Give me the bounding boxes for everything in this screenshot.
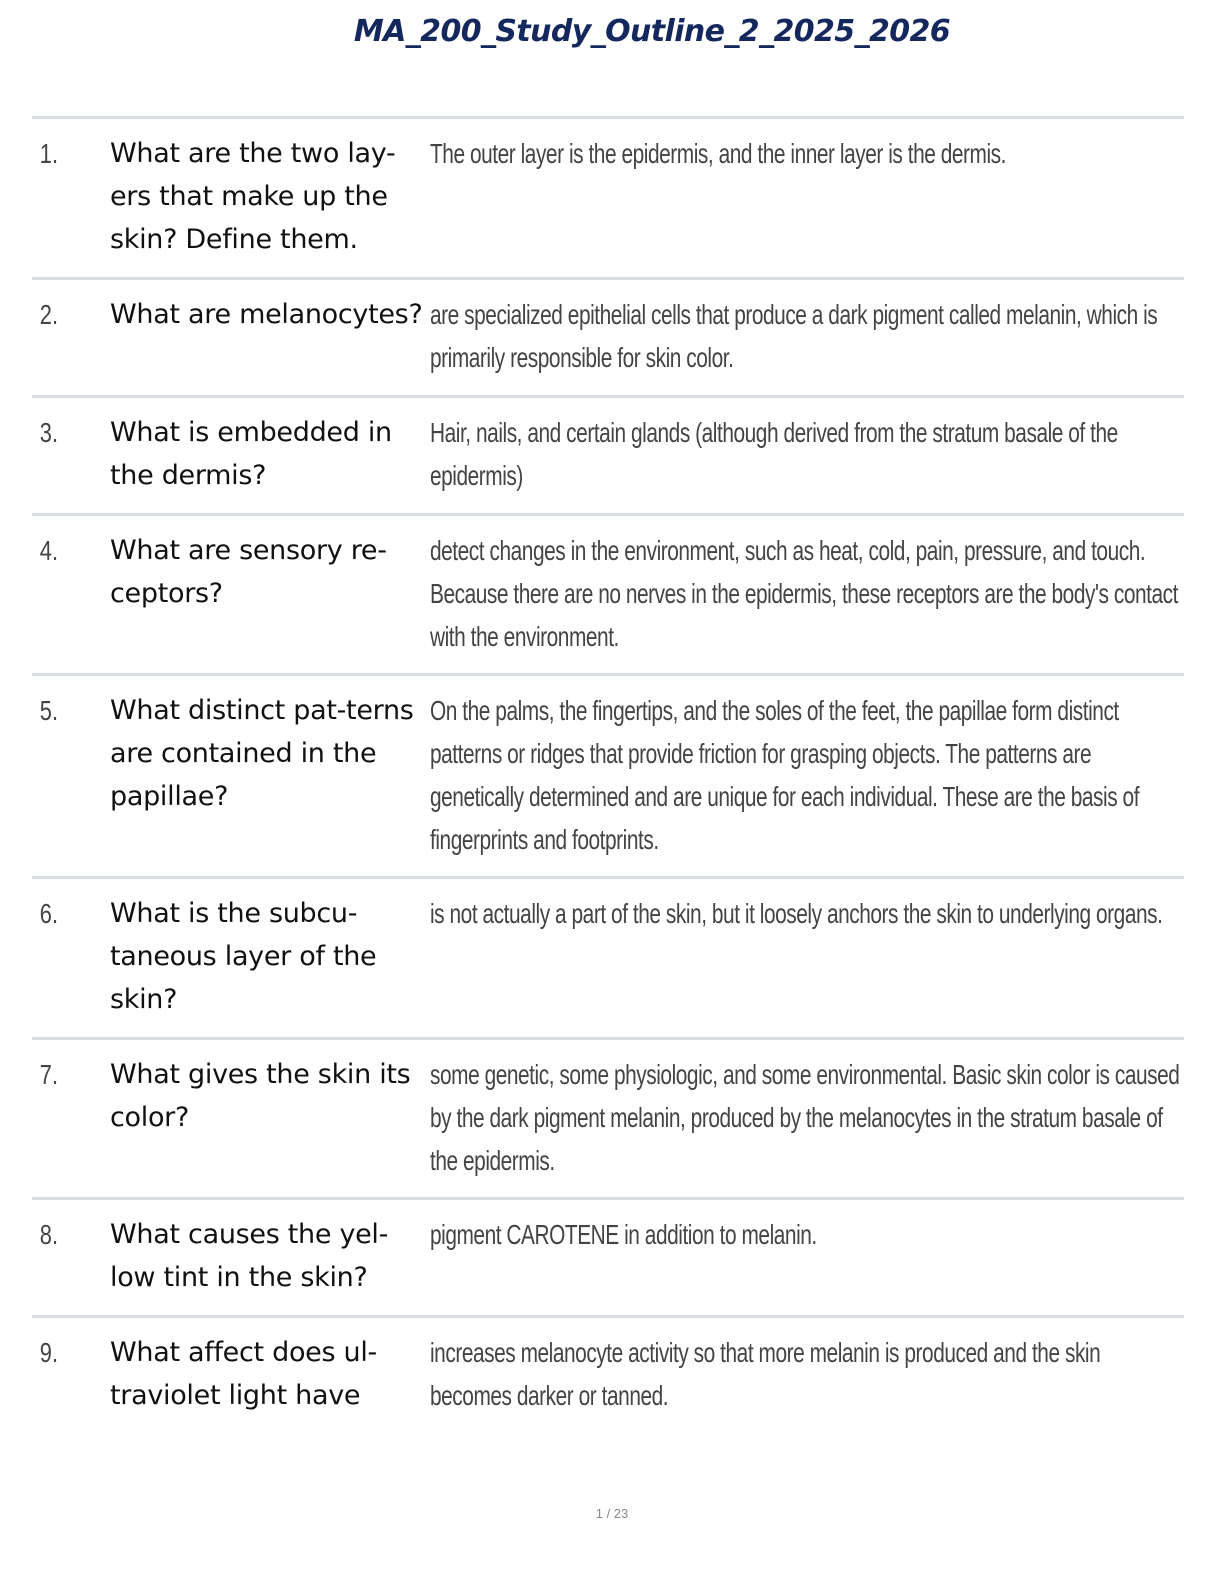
page-indicator: 1 / 23	[595, 1506, 629, 1521]
answer-cell	[430, 293, 1184, 395]
qa-row	[32, 513, 1184, 673]
question-text: What affect does ul-traviolet light have	[110, 1337, 377, 1411]
question-number: 8.	[39, 1219, 59, 1250]
answer-cell	[430, 1331, 1184, 1425]
qa-row	[32, 1197, 1184, 1315]
answer-cell	[430, 1053, 1184, 1197]
answer-text: is not actually a part of the skin, but it loosely anchors the skin to underlying organs.	[430, 898, 1163, 929]
document-title: MA_200_Study_Outline_2_2025_2026	[353, 14, 951, 49]
question-number: 4.	[39, 535, 59, 566]
answer-cell	[430, 132, 1184, 277]
question-text: What distinct pat-terns are contained in the papillae?	[110, 695, 414, 812]
question-number: 1.	[39, 138, 59, 169]
qa-row	[32, 673, 1184, 876]
qa-row	[32, 1037, 1184, 1197]
question-number: 9.	[39, 1337, 59, 1368]
answer-text: are specialized epithelial cells that produce a dark pigment called melanin, which is primarily responsible for skin color.	[430, 299, 1158, 373]
answer-text: detect changes in the environment, such as heat, cold, pain, pressure, and touch. Because there are no nerves in the epidermis, these receptors are the body's contact with the environment.	[430, 535, 1178, 652]
answer-cell	[430, 1213, 1184, 1315]
answer-cell	[430, 529, 1184, 673]
question-number: 2.	[39, 299, 59, 330]
qa-row	[32, 1315, 1184, 1425]
question-number: 7.	[39, 1059, 59, 1090]
answer-text: On the palms, the fingertips, and the soles of the feet, the papillae form distinct patterns or ridges that provide friction for grasping objects. The patterns are genetically determined and are unique for each individual. These are the basis of fingerprints and footprints.	[430, 695, 1140, 855]
qa-row	[32, 876, 1184, 1037]
answer-text: pigment CAROTENE in addition to melanin.	[430, 1219, 817, 1250]
question-number: 3.	[39, 417, 59, 448]
question-number: 6.	[39, 898, 59, 929]
question-text: What causes the yel-low tint in the skin?	[110, 1219, 389, 1293]
question-text: What is embedded in the dermis?	[110, 417, 392, 491]
answer-text: Hair, nails, and certain glands (although derived from the stratum basale of the epidermis)	[430, 417, 1118, 491]
qa-row	[32, 395, 1184, 513]
question-number: 5.	[39, 695, 59, 726]
question-text: What are melanocytes?	[110, 299, 423, 330]
answer-cell	[430, 411, 1184, 513]
answer-text: The outer layer is the epidermis, and the inner layer is the dermis.	[430, 138, 1007, 169]
answer-cell	[430, 689, 1184, 876]
question-text: What are the two lay-ers that make up the skin? Define them.	[110, 138, 396, 255]
question-text: What gives the skin its color?	[110, 1059, 411, 1133]
question-answer-list	[32, 116, 1184, 1425]
answer-cell	[430, 892, 1184, 1037]
answer-text: increases melanocyte activity so that more melanin is produced and the skin becomes darker or tanned.	[430, 1337, 1101, 1411]
question-text: What are sensory re-ceptors?	[110, 535, 387, 609]
question-text: What is the subcu-taneous layer of the skin?	[110, 898, 377, 1015]
qa-row	[32, 116, 1184, 277]
answer-text: some genetic, some physiologic, and some environmental. Basic skin color is caused by the dark pigment melanin, produced by the melanocytes in the stratum basale of the epidermis.	[430, 1059, 1180, 1176]
qa-row	[32, 277, 1184, 395]
